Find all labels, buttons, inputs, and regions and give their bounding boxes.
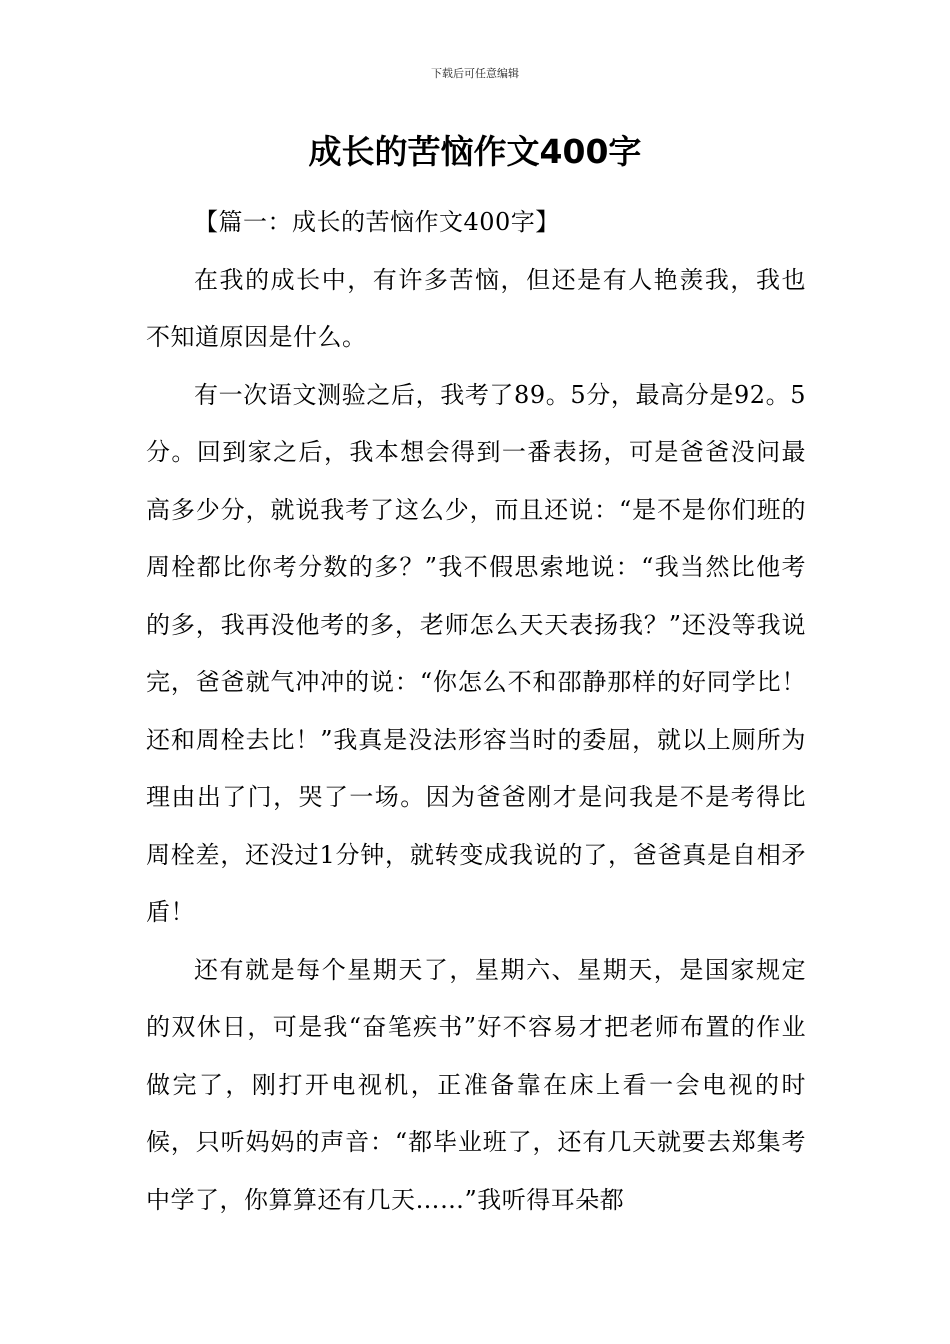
paragraph: 还有就是每个星期天了，星期六、星期天，是国家规定的双休日，可是我“奋笔疾书”好不容易才把老师布置的作业做完了，刚打开电视机，正准备靠在床上看一会电视的时候，只听妈妈的声音：“都毕业班了，还有几天就要去郑集考中学了，你算算还有几天……”我听得耳朵都	[146, 955, 806, 1214]
document-title: 成长的苦恼作文400字	[308, 132, 642, 171]
document-body	[146, 194, 806, 1229]
paragraph: 在我的成长中，有许多苦恼，但还是有人艳羡我，我也不知道原因是什么。	[146, 265, 806, 351]
paragraph: 有一次语文测验之后，我考了89。5分，最高分是92。5分。回到家之后，我本想会得到一番表扬，可是爸爸没问最高多少分，就说我考了这么少，而且还说：“是不是你们班的周栓都比你考分数的多？”我不假思索地说：“我当然比他考的多，我再没他考的多，老师怎么天天表扬我？”还没等我说完，爸爸就气冲冲的说：“你怎么不和邵静那样的好同学比！还和周栓去比！”我真是没法形容当时的委屈，就以上厕所为理由出了门，哭了一场。因为爸爸刚才是问我是不是考得比周栓差，还没过1分钟，就转变成我说的了，爸爸真是自相矛盾！	[146, 380, 806, 926]
header-note: 下载后可任意编辑	[431, 67, 519, 80]
chapter-heading: 【篇一：成长的苦恼作文400字】	[194, 208, 560, 236]
